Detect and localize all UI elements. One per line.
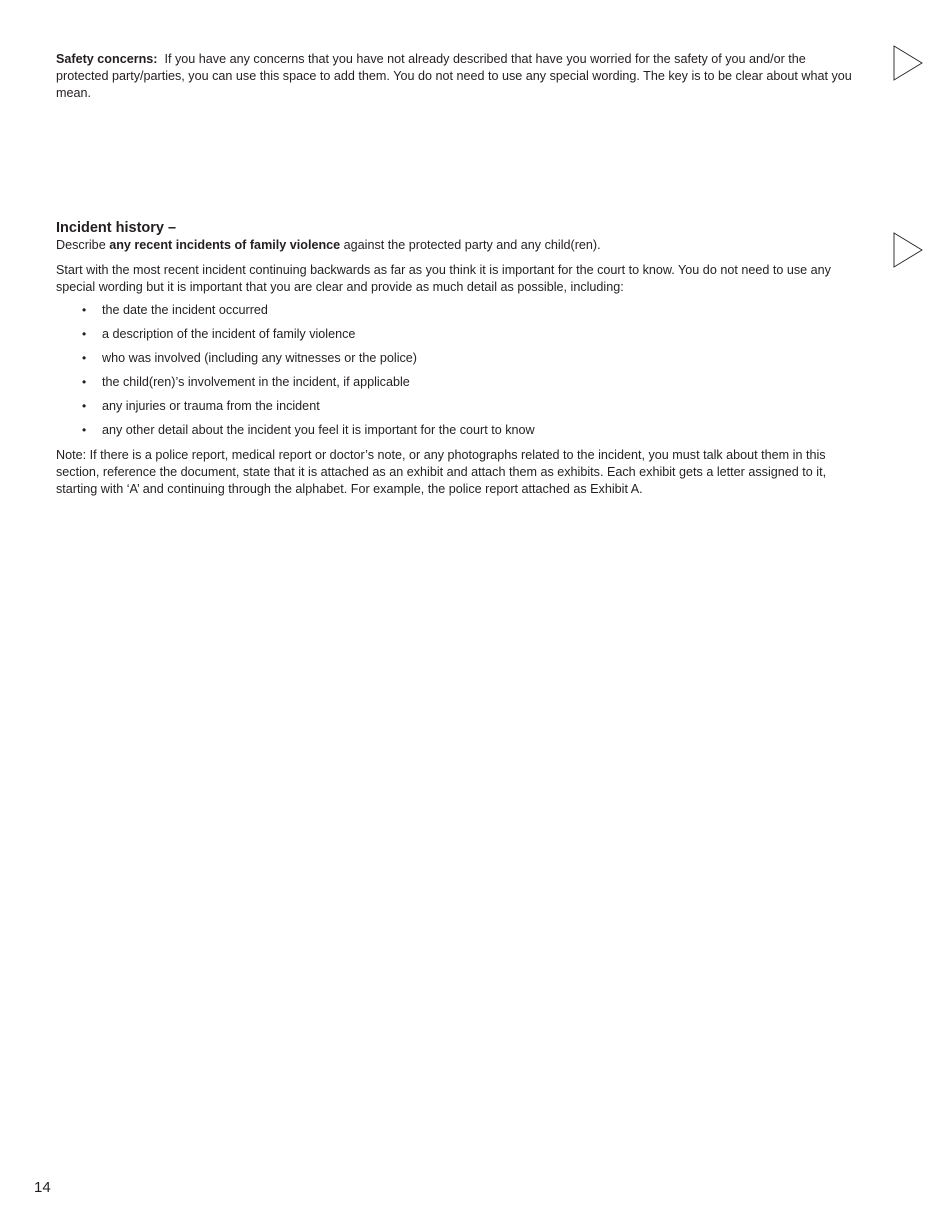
bullet-icon: • [82, 399, 87, 413]
incident-detail-list [56, 302, 836, 446]
arrow-right-icon [893, 232, 923, 268]
describe-suffix: against the protected party and any child(ren). [340, 238, 601, 252]
list-item-text: any injuries or trauma from the incident [102, 399, 320, 413]
exhibit-note: Note: If there is a police report, medical report or doctor’s note, or any photographs related to the incident, you must talk about them in this section, reference the document, state that it is attached as an exhibit and attach them as exhibits. Each exhibit gets a letter assigned to it, starting with ‘A’ and continuing through the alphabet. For example, the police report attached as Exhibit A. [56, 448, 827, 496]
list-item [56, 398, 836, 422]
describe-prefix: Describe [56, 238, 110, 252]
list-item [56, 326, 836, 350]
safety-concerns-paragraph [56, 51, 856, 102]
arrow-right-icon [893, 45, 923, 81]
incident-history-heading: Incident history – [56, 220, 177, 236]
incident-instructions: Start with the most recent incident continuing backwards as far as you think it is important for the court to know. You do not need to use any special wording but it is important that you are clear and provide as much detail as possible, including: [56, 263, 831, 294]
list-item-text: the date the incident occurred [102, 303, 268, 317]
list-item-text: the child(ren)’s involvement in the incident, if applicable [102, 375, 410, 389]
incident-describe-line [56, 237, 856, 254]
safety-concerns-text: If you have any concerns that you have not already described that have you worried for the safety of you and/or the protected party/parties, you can use this space to add them. You do not need to use any special wording. The key is to be clear about what you mean. [56, 52, 852, 100]
bullet-icon: • [82, 303, 87, 317]
list-item-text: any other detail about the incident you feel it is important for the court to know [102, 423, 535, 437]
page-number: 14 [34, 1179, 51, 1196]
list-item-text: a description of the incident of family violence [102, 327, 356, 341]
bullet-icon: • [82, 375, 87, 389]
bullet-icon: • [82, 423, 87, 437]
list-item [56, 302, 836, 326]
list-item [56, 374, 836, 398]
bullet-icon: • [82, 327, 87, 341]
safety-concerns-label: Safety concerns: [56, 52, 158, 66]
list-item-text: who was involved (including any witnesses or the police) [102, 351, 418, 365]
describe-emphasis: any recent incidents of family violence [109, 238, 341, 252]
bullet-icon: • [82, 351, 87, 365]
list-item [56, 350, 836, 374]
list-item [56, 422, 836, 446]
